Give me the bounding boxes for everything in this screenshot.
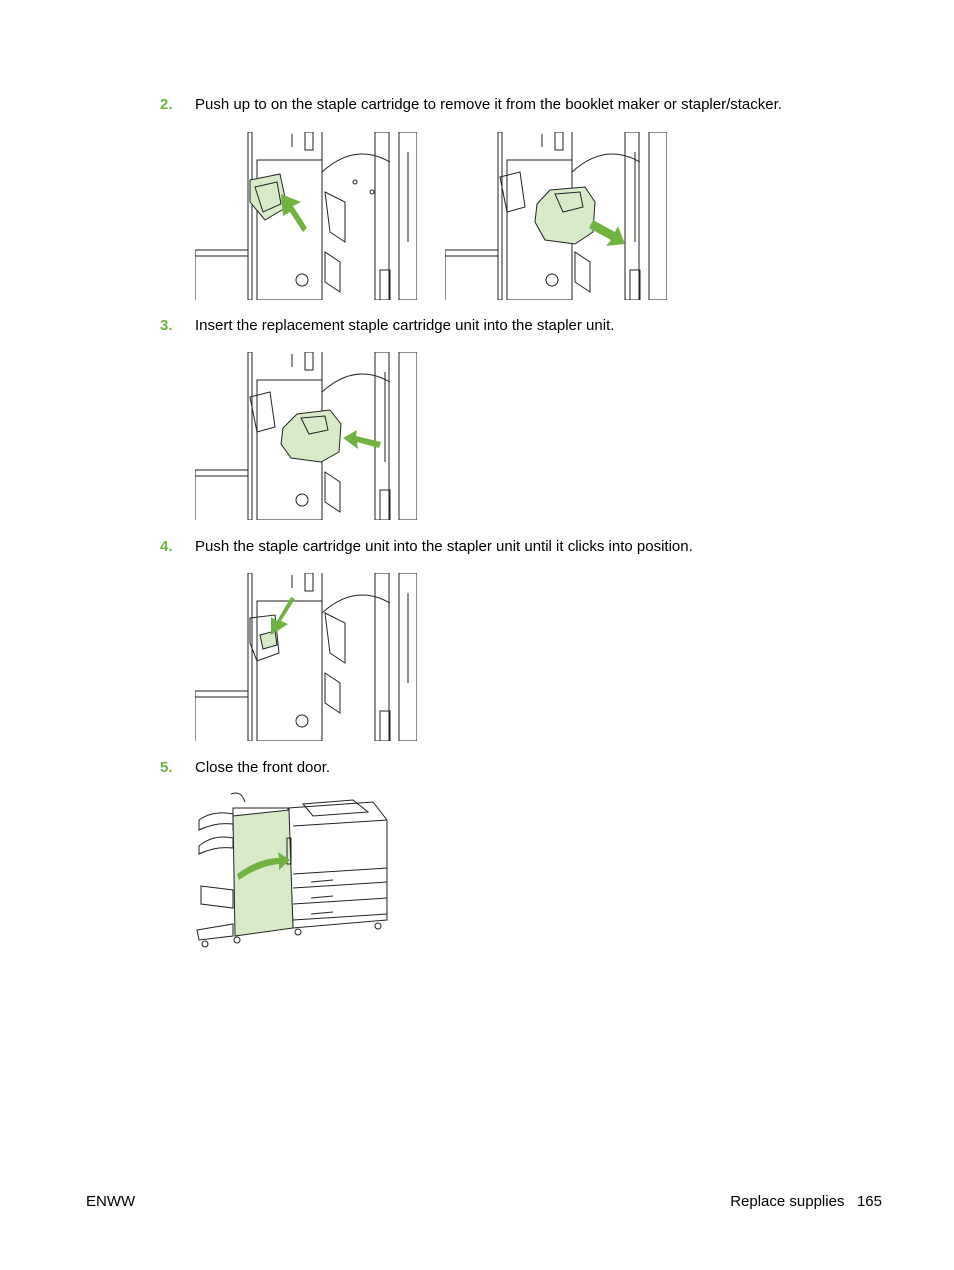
step-5 <box>160 759 330 777</box>
step-4 <box>160 538 693 556</box>
page-number: 165 <box>856 1193 882 1210</box>
step-number: 4. <box>160 538 173 555</box>
illustration-cartridge-removed <box>445 132 667 300</box>
footer-left: ENWW <box>86 1193 136 1210</box>
step-number: 3. <box>160 317 173 334</box>
step-text: Push the staple cartridge unit into the stapler unit until it clicks into position. <box>195 538 693 555</box>
step-number: 2. <box>160 96 173 113</box>
step-text: Close the front door. <box>195 759 331 776</box>
footer-right <box>730 1193 882 1211</box>
step-2 <box>160 96 782 114</box>
illustration-close-front-door <box>193 790 393 952</box>
step-3 <box>160 317 614 335</box>
footer-section: Replace supplies <box>730 1193 845 1210</box>
step-text: Push up to on the staple cartridge to remove it from the booklet maker or stapler/stacker. <box>195 96 782 113</box>
illustration-push-up-cartridge <box>195 132 417 300</box>
step-number: 5. <box>160 759 173 776</box>
illustration-insert-cartridge <box>195 352 417 520</box>
step-text: Insert the replacement staple cartridge unit into the stapler unit. <box>195 317 615 334</box>
illustration-push-into-position <box>195 573 417 741</box>
